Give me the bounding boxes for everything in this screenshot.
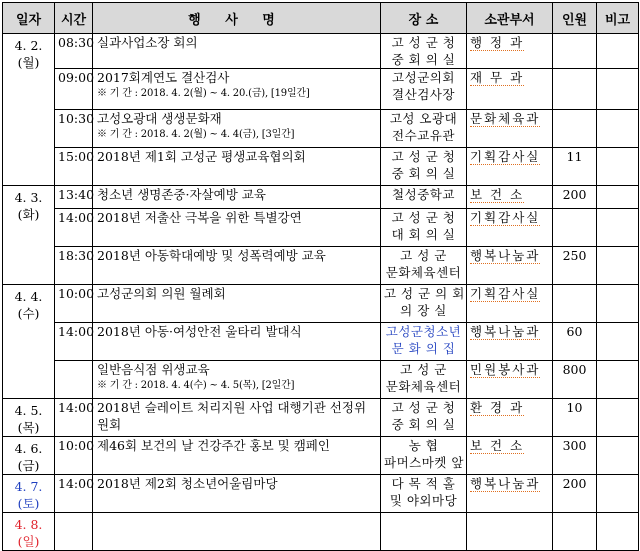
place-line: 고 성 군 청 [391,210,456,225]
table-row [3,69,639,110]
dept-cell [467,209,553,247]
header-place: 장 소 [381,3,467,34]
event-cell [93,399,381,437]
note-cell [597,399,639,437]
people-cell [553,513,597,551]
place-line: 결산검사장 [392,87,455,102]
place-cell [381,361,467,399]
place-cell [381,209,467,247]
time-cell: 14:00 [55,475,93,513]
weekday-label: (수) [17,306,40,321]
time-cell: 08:30 [55,34,93,69]
time-cell: 14:00 [55,209,93,247]
event-period: ※ 기 간 : 2018. 4. 4(수) ~ 4. 5(목), [2일간] [97,380,295,391]
schedule-body [3,34,639,551]
note-cell [597,186,639,209]
place-line: 농 협 [408,438,439,453]
table-row [3,110,639,148]
date-label: 4. 4. [14,289,43,304]
date-label: 4. 5. [14,403,43,418]
event-cell [93,475,381,513]
people-cell: 11 [553,148,597,186]
date-cell [3,399,55,437]
time-cell: 14:00 [55,323,93,361]
weekday-label: (토) [17,496,40,511]
place-line: 고 성 군 [400,362,447,377]
table-row [3,148,639,186]
table-row [3,209,639,247]
place-line: 중 회 의 실 [391,417,456,432]
dept-label: 재 무 과 [470,70,525,85]
place-line: 고 성 군 [400,248,447,263]
people-cell [553,209,597,247]
place-cell [381,148,467,186]
people-cell: 200 [553,475,597,513]
event-cell [93,148,381,186]
dept-cell [467,247,553,285]
note-cell [597,475,639,513]
dept-label: 민원봉사과 [470,362,541,377]
schedule-table [2,2,639,551]
dept-label: 환 경 과 [470,400,525,415]
event-cell [93,186,381,209]
table-row [3,247,639,285]
place-cell [381,399,467,437]
note-cell [597,110,639,148]
note-cell [597,209,639,247]
dept-cell [467,361,553,399]
date-label: 4. 2. [14,38,43,53]
time-cell [55,361,93,399]
event-title: 실과사업소장 회의 [97,35,198,50]
dept-label: 행 정 과 [470,35,525,50]
header-date: 일자 [3,3,55,34]
people-cell [553,110,597,148]
table-row [3,186,639,209]
event-title: 청소년 생명존중·자살예방 교육 [97,187,266,202]
date-label: 4. 8. [14,517,43,532]
place-line: 전수교유관 [392,128,455,143]
place-line: 문화체육센터 [385,265,462,280]
dept-cell [467,475,553,513]
dept-cell [467,399,553,437]
place-line: 고성군청소년 [385,324,462,339]
dept-label: 보 건 소 [470,438,525,453]
date-label: 4. 3. [14,190,43,205]
event-cell [93,34,381,69]
people-cell [553,285,597,323]
place-cell [381,69,467,110]
table-row [3,361,639,399]
place-cell [381,437,467,475]
place-line: 고성군의회 [392,70,455,85]
event-cell [93,209,381,247]
note-cell [597,69,639,110]
dept-cell [467,513,553,551]
date-cell [3,475,55,513]
dept-cell [467,69,553,110]
time-cell: 13:40 [55,186,93,209]
dept-cell [467,323,553,361]
date-label: 4. 6. [14,441,43,456]
date-label: 4. 7. [14,479,43,494]
header-event: 행 사 명 [93,3,381,34]
place-line: 다 목 적 홀 [391,476,456,491]
event-title: 제46회 보건의 날 건강주간 홍보 및 캠페인 [97,438,330,453]
place-line: 의 장 실 [400,303,447,318]
people-cell: 300 [553,437,597,475]
place-cell [381,186,467,209]
place-line: 고 성 군 의 회 [384,286,465,301]
weekday-label: (일) [17,534,40,549]
event-cell [93,285,381,323]
header-note: 비고 [597,3,639,34]
place-line: 철성중학교 [392,187,455,202]
place-line: 고성 오광대 [389,111,458,126]
people-cell [553,34,597,69]
date-cell [3,34,55,186]
date-cell [3,285,55,399]
event-title: 2018년 슬레이트 처리지원 사업 대행기관 선정위원회 [97,400,367,432]
event-period: ※ 기 간 : 2018. 4. 2(월) ~ 4. 4(금), [3일간] [97,129,295,140]
dept-cell [467,34,553,69]
place-line: 중 회 의 실 [391,166,456,181]
place-cell [381,513,467,551]
time-cell: 10:00 [55,437,93,475]
header-row [3,3,639,34]
place-line: 문 화 의 집 [391,341,456,356]
dept-cell [467,285,553,323]
place-line: 고 성 군 청 [391,35,456,50]
dept-label: 행복나눔과 [470,248,541,263]
place-cell [381,323,467,361]
dept-cell [467,148,553,186]
note-cell [597,247,639,285]
event-cell [93,110,381,148]
event-cell [93,437,381,475]
event-title: 고성군의회 의원 월례회 [97,286,226,301]
people-cell [553,69,597,110]
table-row [3,399,639,437]
place-line: 및 야외마당 [389,493,458,508]
place-line: 문화체육센터 [385,379,462,394]
table-row [3,475,639,513]
note-cell [597,34,639,69]
people-cell: 250 [553,247,597,285]
place-line: 대 회 의 실 [391,227,456,242]
event-title: 2018년 제2회 청소년어울림마당 [97,476,278,491]
table-row [3,34,639,69]
weekday-label: (목) [17,420,40,435]
event-cell [93,361,381,399]
event-title: 2018년 저출산 극복을 위한 특별강연 [97,210,302,225]
note-cell [597,285,639,323]
note-cell [597,323,639,361]
time-cell: 09:00 [55,69,93,110]
place-line: 파머스마켓 앞 [384,455,464,470]
event-title: 고성오광대 생생문화재 [97,111,222,126]
date-cell [3,513,55,551]
dept-label: 기획감사실 [470,210,541,225]
header-time: 시간 [55,3,93,34]
place-cell [381,110,467,148]
event-title: 2018년 제1회 고성군 평생교육협의회 [97,149,306,164]
time-cell: 15:00 [55,148,93,186]
dept-cell [467,437,553,475]
dept-label: 행복나눔과 [470,324,541,339]
people-cell: 10 [553,399,597,437]
time-cell: 10:30 [55,110,93,148]
people-cell: 60 [553,323,597,361]
date-cell [3,437,55,475]
weekday-label: (화) [17,207,40,222]
people-cell: 800 [553,361,597,399]
time-cell [55,513,93,551]
place-line: 중 회 의 실 [391,52,456,67]
event-title: 2017회계연도 결산검사 [97,70,230,85]
dept-label: 기획감사실 [470,149,541,164]
place-cell [381,285,467,323]
header-people: 인원 [553,3,597,34]
date-cell [3,186,55,285]
weekday-label: (금) [17,458,40,473]
place-cell [381,475,467,513]
dept-cell [467,110,553,148]
event-cell [93,323,381,361]
weekday-label: (월) [17,55,40,70]
note-cell [597,148,639,186]
event-title: 2018년 아동학대예방 및 성폭력예방 교육 [97,248,326,263]
dept-label: 행복나눔과 [470,476,541,491]
dept-cell [467,186,553,209]
place-cell [381,34,467,69]
people-cell: 200 [553,186,597,209]
table-row [3,437,639,475]
table-row [3,285,639,323]
dept-label: 기획감사실 [470,286,541,301]
event-period: ※ 기 간 : 2018. 4. 2(월) ~ 4. 20.(금), [19일간] [97,88,310,99]
event-title: 2018년 아동·여성안전 울타리 발대식 [97,324,302,339]
event-cell [93,247,381,285]
event-cell [93,69,381,110]
table-row [3,323,639,361]
time-cell: 10:00 [55,285,93,323]
place-cell [381,247,467,285]
dept-label: 보 건 소 [470,187,525,202]
event-title: 일반음식점 위생교육 [97,362,210,377]
note-cell [597,437,639,475]
time-cell: 18:30 [55,247,93,285]
place-line: 고 성 군 청 [391,400,456,415]
table-row [3,513,639,551]
note-cell [597,361,639,399]
place-line: 고 성 군 청 [391,149,456,164]
header-dept: 소관부서 [467,3,553,34]
event-cell [93,513,381,551]
dept-label: 문화체육과 [470,111,541,126]
note-cell [597,513,639,551]
time-cell: 14:00 [55,399,93,437]
